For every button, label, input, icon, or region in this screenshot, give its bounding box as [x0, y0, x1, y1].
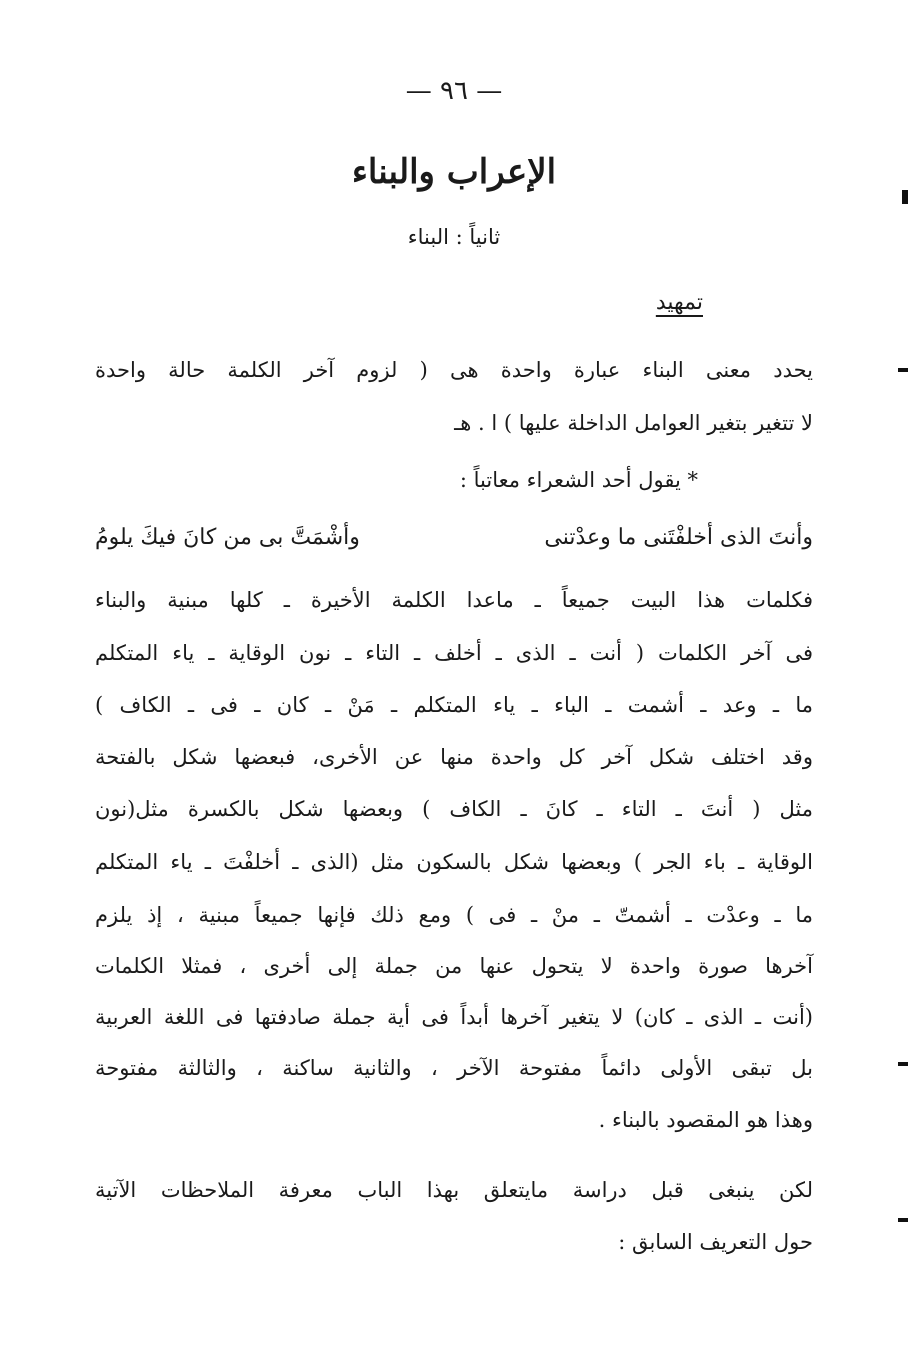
- poet-intro: * يقول أحد الشعراء معاتباً :: [459, 468, 698, 492]
- intro-heading: تمهيد: [655, 290, 703, 315]
- verse-second-hemistich: وأشْمَتَّ بى من كانَ فيكَ يلومُ: [95, 525, 360, 550]
- explanation-line: (أنت ـ الذى ـ كان) لا يتغير آخرها أبداً فى أية جملة صادفتها فى اللغة العربية: [95, 1005, 813, 1029]
- explanation-line: وهذا هو المقصود بالبناء .: [598, 1108, 813, 1132]
- definition-line: يحدد معنى البناء عبارة واحدة هى ( لزوم آخر الكلمة حالة واحدة: [95, 358, 813, 382]
- scan-edge-mark: [902, 190, 908, 204]
- explanation-line: آخرها صورة واحدة لا يتحول عنها من جملة إلى أخرى ، فمثلا الكلمات: [95, 954, 813, 978]
- explanation-line: بل تبقى الأولى دائماً مفتوحة الآخر ، والثانية ساكنة ، والثالثة مفتوحة: [95, 1056, 813, 1080]
- scan-edge-mark: [898, 368, 908, 372]
- explanation-line: فكلمات هذا البيت جميعاً ـ ماعدا الكلمة الأخيرة ـ كلها مبنية والبناء: [95, 588, 813, 612]
- scan-edge-mark: [898, 1062, 908, 1066]
- section-subtitle: ثانياً : البناء: [407, 225, 501, 249]
- closing-line: حول التعريف السابق :: [618, 1230, 813, 1254]
- explanation-line: ما ـ وعد ـ أشمت ـ الباء ـ ياء المتكلم ـ مَنْ ـ كان ـ فى ـ الكاف ): [95, 693, 813, 717]
- explanation-line: مثل ( أنتَ ـ التاء ـ كانَ ـ الكاف ) وبعضها شكل بالكسرة مثل(نون: [95, 797, 813, 821]
- explanation-line: فى آخر الكلمات ( أنت ـ الذى ـ أخلف ـ التاء ـ نون الوقاية ـ ياء المتكلم: [95, 641, 813, 665]
- explanation-line: وقد اختلف شكل آخر كل واحدة منها عن الأخرى، فبعضها شكل بالفتحة: [95, 745, 813, 769]
- definition-line: لا تتغير بتغير العوامل الداخلة عليها ) ا . هـ: [454, 411, 813, 435]
- verse: [95, 522, 813, 554]
- scan-edge-mark: [898, 1218, 908, 1222]
- explanation-line: الوقاية ـ باء الجر ) وبعضها شكل بالسكون مثل (الذى ـ أخلفْتَ ـ ياء المتكلم: [95, 850, 813, 874]
- verse-first-hemistich: وأنتَ الذى أخلفْتَنى ما وعدْتنى: [544, 525, 813, 550]
- closing-line: لكن ينبغى قبل دراسة مايتعلق بهذا الباب معرفة الملاحظات الآتية: [95, 1178, 813, 1202]
- chapter-title: الإعراب والبناء: [351, 152, 557, 192]
- page-number: — ٩٦ —: [405, 76, 503, 106]
- explanation-line: ما ـ وعدْت ـ أشمتّ ـ منْ ـ فى ) ومع ذلك فإنها جميعاً مبنية ، إذ يلزم: [95, 903, 813, 927]
